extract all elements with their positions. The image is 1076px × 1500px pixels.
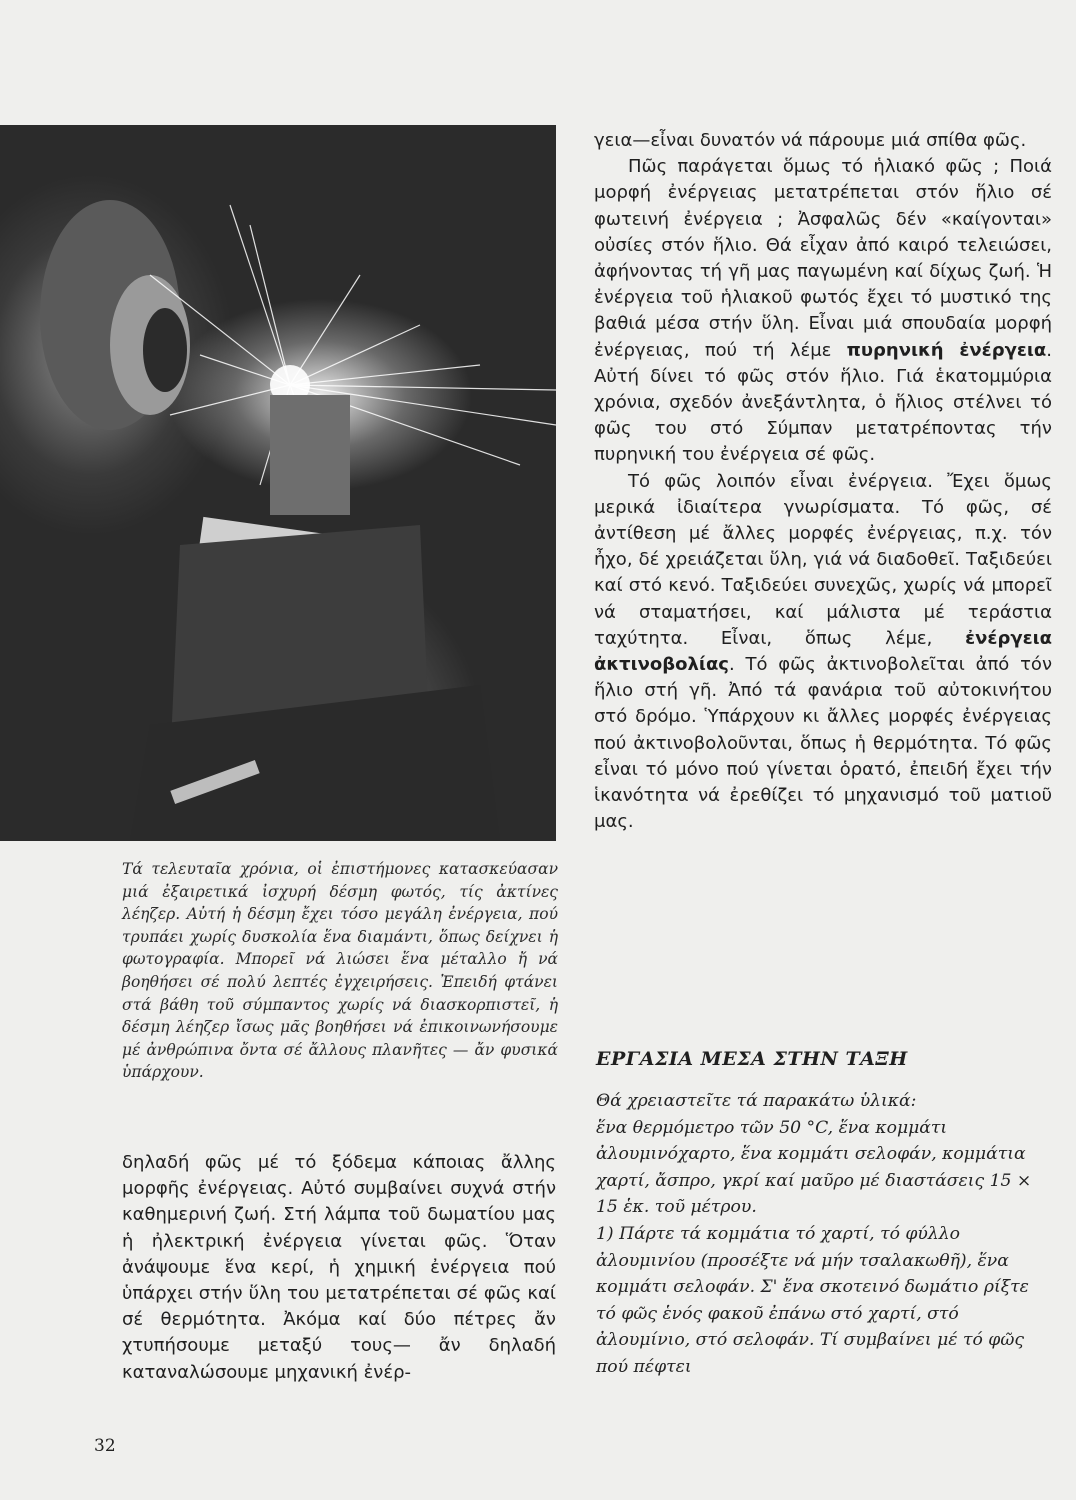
laser-beam-illustration	[0, 125, 556, 841]
right-paragraph-3	[594, 469, 1052, 836]
laser-photograph	[0, 125, 556, 841]
right-column	[594, 128, 1052, 835]
activity-instructions	[596, 1088, 1052, 1381]
right-paragraph-1: γεια—εἶναι δυνατόν νά πάρουμε μιά σπίθα φῶς.	[594, 130, 1027, 151]
holder-post	[270, 395, 350, 515]
p2-text-before: Πῶς παράγεται ὅμως τό ἡλιακό φῶς ; Ποιά μορφή ἐνέργειας μετατρέπεται στόν ἥλιο σέ φωτεινή ἐνέργεια ; Ἀσφαλῶς δέν «καίγονται» οὐσίες στόν ἥλιο. Θά εἶχαν ἀπό καιρό τελειώσει, ἀφήνοντας τή γῆ μας παγωμένη καί δίχως ζωή. Ἡ ἐνέργεια τοῦ ἡλιακοῦ φωτός ἔχει τό μυστικό της βαθιά μέσα στήν ὕλη. Εἶναι μιά σπουδαία μορφή ἐνέργειας, πού τή λέμε	[594, 156, 1052, 361]
section-heading: ΕΡΓΑΣΙΑ ΜΕΣΑ ΣΤΗΝ ΤΑΞΗ	[596, 1048, 908, 1070]
page-number: 32	[94, 1436, 116, 1456]
photo-caption: Τά τελευταῖα χρόνια, οἱ ἐπιστήμονες κατασκεύασαν μιά ἐξαιρετικά ἰσχυρή δέσμη φωτός, τίς ἀκτίνες λέηζερ. Αὐτή ἡ δέσμη ἔχει τόσο μεγάλη ἐνέργεια, πού τρυπάει χωρίς δυσκολία ἕνα διαμάντι, ὅπως δείχνει ἡ φωτογραφία. Μπορεῖ νά λιώσει ἕνα μέταλλο ἤ νά βοηθήσει σέ πολύ λεπτές ἐγχειρήσεις. Ἐπειδή φτάνει στά βάθη τοῦ σύμπαντος χωρίς νά διασκορπιστεῖ, ἡ δέσμη λέηζερ ἴσως μᾶς βοηθήσει νά ἐπικοινωνήσουμε μέ ἀνθρώπινα ὄντα σέ ἄλλους πλανῆτες — ἄν φυσικά ὑπάρχουν.	[122, 860, 558, 1082]
term-radiant-energy: ἐνέργεια ἀκτινοβολίας	[594, 627, 1052, 676]
step-1: 1) Πάρτε τά κομμάτια τό χαρτί, τό φύλλο ἀλουμινίου (προσέξτε νά μήν τσαλακωθῆ), ἕνα κομμάτι σελοφάν. Σ' ἕνα σκοτεινό δωμάτιο ρίξτε τό φῶς ἑνός φακοῦ ἐπάνω στό χαρτί, στό ἀλουμίνιο, στό σελοφάν. Τί συμβαίνει μέ τό φῶς πού πέφτει	[596, 1223, 1029, 1377]
p3-text-after: . Τό φῶς ἀκτινοβολεῖται ἀπό τόν ἥλιο στή γῆ. Ἀπό τά φανάρια τοῦ αὐτοκινήτου στό δρόμο. Ὑπάρχουν κι ἄλλες μορφές ἐνέργειας πού ἀκτινοβολοῦνται, ὅπως ἡ θερμότητα. Τό φῶς εἶναι τό μόνο πού γίνεται ὁρατό, ἐπειδή ἔχει τήν ἱκανότητα νά ἐρεθίζει τό μηχανισμό τοῦ ματιοῦ μας.	[594, 654, 1052, 833]
p3-text-before: Τό φῶς λοιπόν εἶναι ἐνέργεια. Ἔχει ὅμως μερικά ἰδιαίτερα γνωρίσματα. Τό φῶς, σέ ἀντίθεση μέ ἄλλες μορφές ἐνέργειας, π.χ. τόν ἦχο, δέ χρειάζεται ὕλη, γιά νά διαδοθεῖ. Ταξιδεύει καί στό κενό. Ταξιδεύει συνεχῶς, χωρίς νά μπορεῖ νά σταματήσει, καί μάλιστα μέ τεράστια ταχύτητα. Εἶναι, ὅπως λέμε,	[594, 470, 1052, 649]
light-rays	[150, 205, 556, 495]
left-column	[122, 1150, 556, 1386]
lens-aperture	[143, 308, 187, 392]
p2-text-after: . Αὐτή δίνει τό φῶς στόν ἥλιο. Γιά ἑκατομμύρια χρόνια, σχεδόν ἀνεξάντλητα, ὁ ἥλιος στέλνει τό φῶς του στό Σύμπαν μετατρέποντας τήν πυρηνική του ἐνέργεια σέ φῶς.	[594, 339, 1052, 466]
right-paragraph-2	[594, 154, 1052, 468]
left-paragraph: δηλαδή φῶς μέ τό ξόδεμα κάποιας ἄλλης μορφῆς ἐνέργειας. Αὐτό συμβαίνει συχνά στήν καθημερινή ζωή. Στή λάμπα τοῦ δωματίου μας ἡ ἠλεκτρική ἐνέργεια γίνεται φῶς. Ὅταν ἀνάψουμε ἕνα κερί, ἡ χημική ἐνέργεια πού ὑπάρχει στήν ὕλη του μετατρέπεται σέ φῶς καί σέ θερμότητα. Ἀκόμα καί δύο πέτρες ἄν χτυπήσουμε μεταξύ τους— ἄν δηλαδή καταναλώσουμε μηχανική ἐνέρ-	[122, 1152, 556, 1383]
materials-list: ἕνα θερμόμετρο τῶν 50 °C, ἕνα κομμάτι ἀλουμινόχαρτο, ἕνα κομμάτι σελοφάν, κομμάτια χαρτί, ἄσπρο, γκρί καί μαῦρο μέ διαστάσεις 15 × 15 ἑκ. τοῦ μέτρου.	[596, 1117, 1032, 1218]
materials-intro: Θά χρειαστεῖτε τά παρακάτω ὑλικά:	[596, 1091, 917, 1111]
term-nuclear-energy: πυρηνική ἐνέργεια	[846, 339, 1047, 361]
